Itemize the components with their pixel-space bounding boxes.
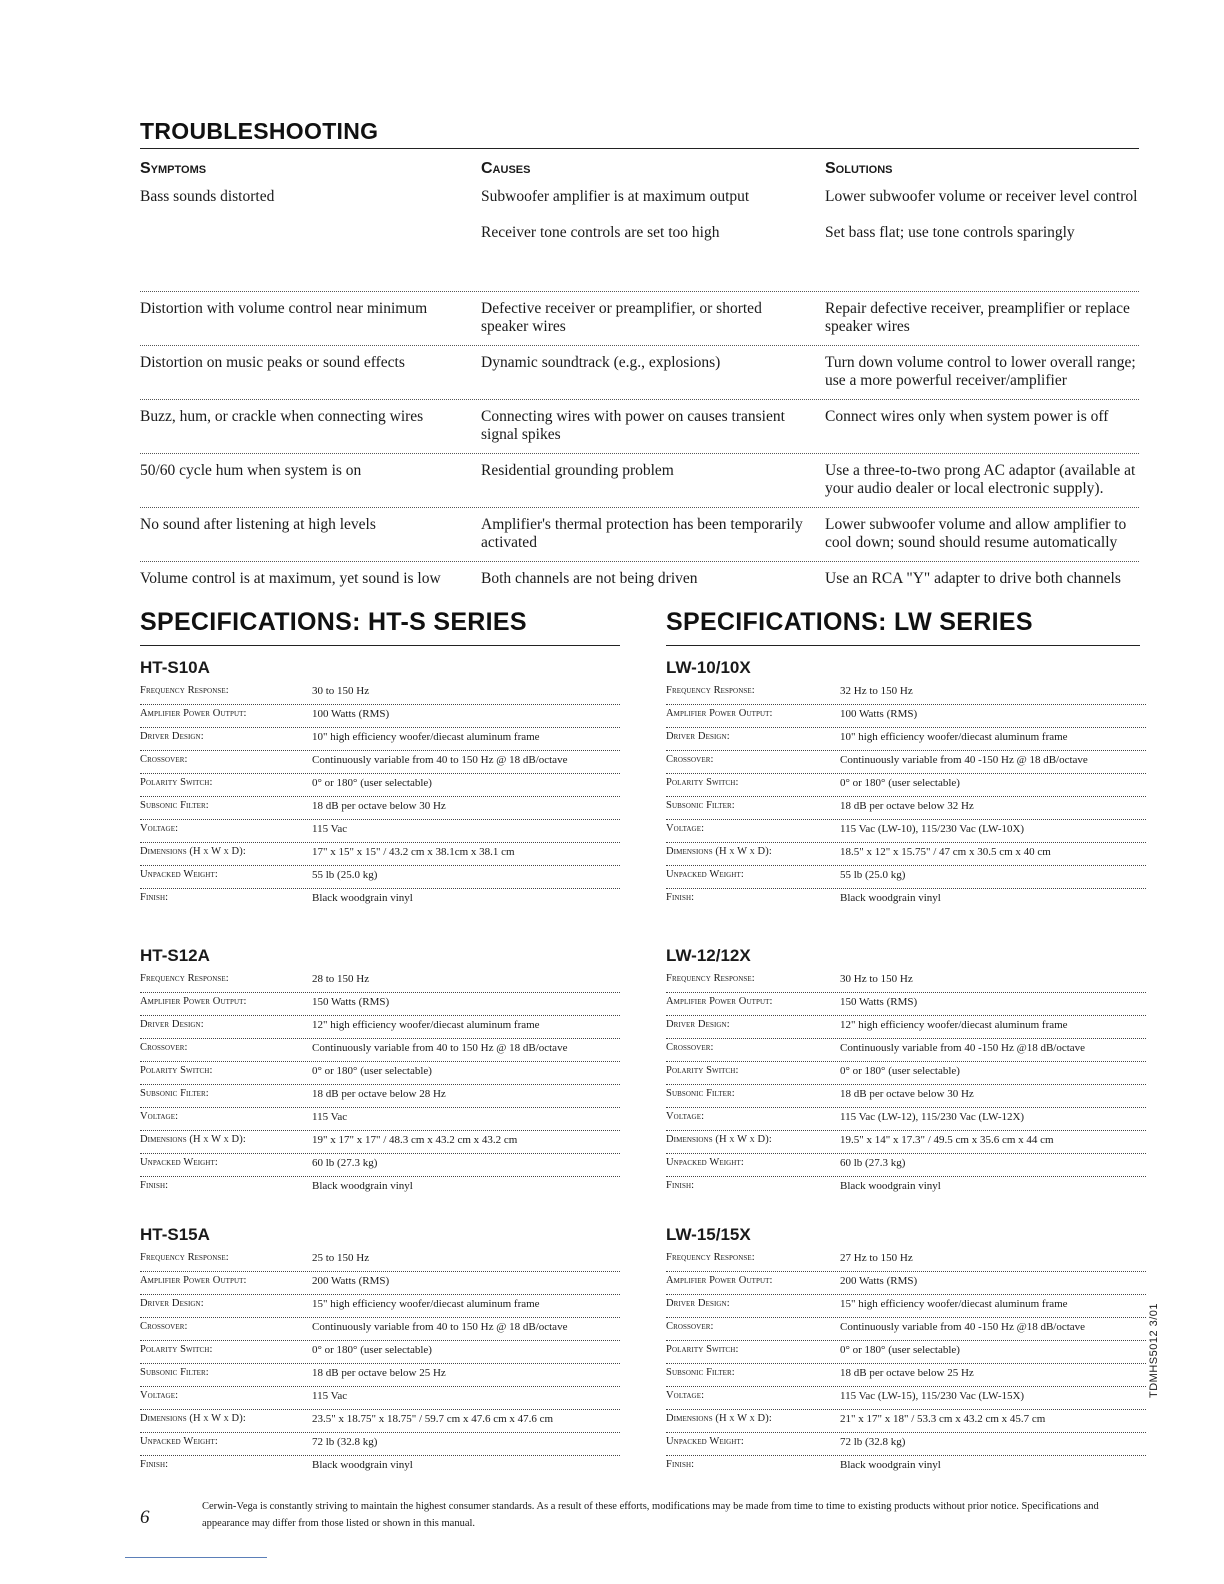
solution-cell: Set bass flat; use tone controls sparingly [825,224,1075,241]
spec-value: Continuously variable from 40 -150 Hz @18 dB/octave [840,1321,1086,1333]
spec-value: Continuously variable from 40 -150 Hz @18 dB/octave [840,1042,1086,1054]
spec-label: Unpacked Weight: [140,1157,218,1168]
spec-row-frequency [666,1249,1146,1272]
spec-label: Polarity Switch: [666,1344,739,1355]
spec-row-driver [666,1295,1146,1318]
spec-row-finish [140,889,620,912]
spec-row-voltage [666,820,1146,843]
solution-cell: Use an RCA "Y" adapter to drive both channels [825,570,1121,587]
spec-label: Voltage: [666,1111,705,1122]
spec-value: 32 Hz to 150 Hz [840,685,913,697]
spec-value: 115 Vac (LW-12), 115/230 Vac (LW-12X) [840,1111,1025,1123]
spec-value: 15" high efficiency woofer/diecast aluminum frame [312,1298,540,1310]
spec-row-voltage [140,1387,620,1410]
model-name: HT-S15A [140,1225,210,1244]
spec-row-driver [140,1016,620,1039]
solution-cell: Repair defective receiver, preamplifier or replace speaker wires [825,300,1130,335]
spec-label: Amplifier Power Output: [666,1275,773,1286]
symptom-cell: Distortion on music peaks or sound effects [140,354,405,371]
spec-value: Black woodgrain vinyl [312,1180,413,1192]
spec-value: 18 dB per octave below 30 Hz [312,800,446,812]
spec-label: Crossover: [666,754,714,765]
spec-value: 18 dB per octave below 32 Hz [840,800,974,812]
spec-row-weight [140,866,620,889]
spec-value: 30 to 150 Hz [312,685,370,697]
spec-label: Finish: [140,1180,169,1191]
symptom-cell: 50/60 cycle hum when system is on [140,462,362,479]
spec-label: Amplifier Power Output: [140,708,247,719]
spec-row-amplifier [666,1272,1146,1295]
spec-row-driver [666,728,1146,751]
page-number: 6 [140,1507,150,1528]
spec-row-polarity [666,774,1146,797]
spec-value: 25 to 150 Hz [312,1252,370,1264]
spec-row-weight [666,866,1146,889]
spec-row-weight [666,1433,1146,1456]
spec-label: Dimensions (H x W x D): [140,1413,246,1424]
spec-row-crossover [140,1039,620,1062]
spec-label: Unpacked Weight: [666,1157,744,1168]
solution-cell: Lower subwoofer volume and allow amplifier to cool down; sound should resume automatically [825,516,1127,551]
spec-row-dimensions [666,1131,1146,1154]
spec-row-polarity [140,1062,620,1085]
spec-value: 115 Vac [312,823,348,835]
spec-table [666,1249,1146,1479]
cause-cell: Subwoofer amplifier is at maximum output [481,188,750,205]
spec-value: Continuously variable from 40 -150 Hz @ 18 dB/octave [840,754,1088,766]
spec-row-finish [666,889,1146,912]
table-row [140,454,1139,508]
cause-cell: Amplifier's thermal protection has been temporarily activated [481,516,803,551]
spec-label: Subsonic Filter: [140,1088,209,1099]
spec-value: 0° or 180° (user selectable) [312,777,432,789]
spec-table [140,682,620,912]
spec-value: 0° or 180° (user selectable) [840,1065,960,1077]
spec-row-dimensions [140,1131,620,1154]
table-row [140,222,1139,292]
spec-value: Black woodgrain vinyl [312,1459,413,1471]
cause-cell: Dynamic soundtrack (e.g., explosions) [481,354,721,371]
model-name: HT-S10A [140,658,210,677]
spec-value: 60 lb (27.3 kg) [312,1157,378,1169]
spec-row-driver [140,728,620,751]
spec-value: 115 Vac [312,1111,348,1123]
spec-row-polarity [666,1341,1146,1364]
spec-row-driver [140,1295,620,1318]
spec-value: 19.5" x 14" x 17.3" / 49.5 cm x 35.6 cm x 44 cm [840,1134,1054,1146]
spec-label: Dimensions (H x W x D): [140,846,246,857]
spec-label: Subsonic Filter: [666,1367,735,1378]
spec-label: Polarity Switch: [140,1065,213,1076]
spec-label: Driver Design: [666,1019,730,1030]
spec-value: 55 lb (25.0 kg) [312,869,378,881]
spec-value: 0° or 180° (user selectable) [840,1344,960,1356]
spec-label: Finish: [666,892,695,903]
spec-label: Dimensions (H x W x D): [666,1134,772,1145]
troubleshooting-title: TROUBLESHOOTING [140,118,379,144]
spec-row-dimensions [140,1410,620,1433]
spec-label: Unpacked Weight: [140,869,218,880]
spec-label: Driver Design: [666,1298,730,1309]
spec-row-amplifier [140,1272,620,1295]
spec-value: 0° or 180° (user selectable) [312,1344,432,1356]
spec-value: 28 to 150 Hz [312,973,370,985]
spec-label: Driver Design: [140,1298,204,1309]
lw-specs-title: SPECIFICATIONS: LW SERIES [666,608,1033,636]
spec-label: Dimensions (H x W x D): [666,1413,772,1424]
spec-row-amplifier [140,993,620,1016]
spec-row-voltage [666,1387,1146,1410]
spec-row-frequency [666,682,1146,705]
spec-row-subsonic [666,797,1146,820]
causes-header: Causes [481,160,531,177]
spec-row-weight [140,1433,620,1456]
spec-label: Unpacked Weight: [666,869,744,880]
bottom-divider [125,1557,267,1558]
spec-label: Subsonic Filter: [666,800,735,811]
spec-row-finish [666,1177,1146,1200]
symptom-cell: No sound after listening at high levels [140,516,376,533]
spec-value: Black woodgrain vinyl [312,892,413,904]
spec-label: Crossover: [140,754,188,765]
spec-row-finish [666,1456,1146,1479]
spec-value: 100 Watts (RMS) [312,708,390,720]
spec-value: 15" high efficiency woofer/diecast aluminum frame [840,1298,1068,1310]
spec-value: Continuously variable from 40 to 150 Hz @ 18 dB/octave [312,1321,568,1333]
spec-value: 0° or 180° (user selectable) [312,1065,432,1077]
spec-label: Polarity Switch: [666,777,739,788]
spec-row-voltage [666,1108,1146,1131]
spec-value: 19" x 17" x 17" / 48.3 cm x 43.2 cm x 43.2 cm [312,1134,518,1146]
spec-label: Voltage: [140,1390,179,1401]
spec-row-weight [666,1154,1146,1177]
spec-row-crossover [666,751,1146,774]
symptom-cell: Buzz, hum, or crackle when connecting wires [140,408,424,425]
table-row [140,400,1139,454]
spec-value: 0° or 180° (user selectable) [840,777,960,789]
spec-value: 30 Hz to 150 Hz [840,973,913,985]
spec-value: 23.5" x 18.75" x 18.75" / 59.7 cm x 47.6 cm x 47.6 cm [312,1413,554,1425]
spec-label: Crossover: [666,1321,714,1332]
table-row [140,292,1139,346]
spec-value: 115 Vac [312,1390,348,1402]
solution-cell: Use a three-to-two prong AC adaptor (available at your audio dealer or local electronic supply). [825,462,1136,497]
spec-value: Black woodgrain vinyl [840,1459,941,1471]
spec-value: 72 lb (32.8 kg) [840,1436,906,1448]
symptom-cell: Volume control is at maximum, yet sound is low [140,570,441,587]
spec-label: Frequency Response: [666,1252,755,1263]
spec-row-frequency [140,1249,620,1272]
solutions-header: Solutions [825,160,893,177]
spec-value: 18.5" x 12" x 15.75" / 47 cm x 30.5 cm x 40 cm [840,846,1051,858]
spec-value: Continuously variable from 40 to 150 Hz @ 18 dB/octave [312,1042,568,1054]
spec-row-subsonic [140,797,620,820]
spec-row-crossover [140,1318,620,1341]
cause-cell: Receiver tone controls are set too high [481,224,720,241]
hts-specs-title: SPECIFICATIONS: HT-S SERIES [140,608,527,636]
troubleshooting-table [140,186,1139,598]
table-row [140,346,1139,400]
spec-label: Polarity Switch: [140,777,213,788]
spec-label: Voltage: [140,1111,179,1122]
spec-label: Driver Design: [140,731,204,742]
spec-label: Amplifier Power Output: [140,996,247,1007]
spec-label: Frequency Response: [666,973,755,984]
spec-value: 12" high efficiency woofer/diecast aluminum frame [840,1019,1068,1031]
spec-row-weight [140,1154,620,1177]
solution-cell: Turn down volume control to lower overall range; use a more powerful receiver/amplifier [825,354,1136,389]
troubleshooting-rule [140,148,1139,149]
spec-value: 10" high efficiency woofer/diecast aluminum frame [312,731,540,743]
spec-row-voltage [140,1108,620,1131]
model-name: LW-10/10X [666,658,751,677]
spec-value: 150 Watts (RMS) [840,996,918,1008]
spec-row-polarity [140,1341,620,1364]
lw-specs-rule [666,645,1140,646]
spec-value: 200 Watts (RMS) [312,1275,390,1287]
spec-label: Driver Design: [140,1019,204,1030]
spec-value: 100 Watts (RMS) [840,708,918,720]
cause-cell: Both channels are not being driven [481,570,698,587]
footer-note: Cerwin-Vega is constantly striving to maintain the highest consumer standards. As a result of these efforts, modifications may be made from time to time to existing products without prior notice. Specifications and appearance may differ from those listed or shown in this manual. [202,1501,1099,1529]
spec-label: Frequency Response: [140,685,229,696]
document-code: TDMHS5012 3/01 [1148,1302,1160,1398]
spec-value: 27 Hz to 150 Hz [840,1252,913,1264]
spec-table [140,1249,620,1479]
spec-row-dimensions [140,843,620,866]
spec-value: 115 Vac (LW-10), 115/230 Vac (LW-10X) [840,823,1025,835]
spec-row-dimensions [666,1410,1146,1433]
spec-label: Unpacked Weight: [140,1436,218,1447]
spec-table [666,682,1146,912]
spec-value: 72 lb (32.8 kg) [312,1436,378,1448]
spec-label: Driver Design: [666,731,730,742]
spec-value: Continuously variable from 40 to 150 Hz @ 18 dB/octave [312,754,568,766]
cause-cell: Defective receiver or preamplifier, or shorted speaker wires [481,300,762,335]
spec-label: Unpacked Weight: [666,1436,744,1447]
spec-value: 200 Watts (RMS) [840,1275,918,1287]
spec-row-amplifier [666,993,1146,1016]
spec-value: 55 lb (25.0 kg) [840,869,906,881]
spec-label: Crossover: [140,1321,188,1332]
spec-label: Amplifier Power Output: [140,1275,247,1286]
table-row [140,562,1139,598]
spec-label: Frequency Response: [140,1252,229,1263]
spec-label: Finish: [666,1180,695,1191]
spec-label: Crossover: [666,1042,714,1053]
spec-label: Polarity Switch: [140,1344,213,1355]
spec-row-polarity [666,1062,1146,1085]
spec-row-subsonic [140,1364,620,1387]
symptom-cell: Bass sounds distorted [140,188,275,205]
cause-cell: Residential grounding problem [481,462,674,479]
spec-row-subsonic [140,1085,620,1108]
spec-row-amplifier [140,705,620,728]
spec-label: Crossover: [140,1042,188,1053]
solution-cell: Connect wires only when system power is off [825,408,1109,425]
model-name: LW-15/15X [666,1225,751,1244]
spec-value: Black woodgrain vinyl [840,1180,941,1192]
spec-row-crossover [666,1318,1146,1341]
spec-table [666,970,1146,1200]
spec-row-finish [140,1177,620,1200]
spec-value: 18 dB per octave below 28 Hz [312,1088,446,1100]
model-name: LW-12/12X [666,946,751,965]
spec-label: Dimensions (H x W x D): [140,1134,246,1145]
spec-label: Finish: [140,892,169,903]
spec-label: Subsonic Filter: [666,1088,735,1099]
cause-cell: Connecting wires with power on causes transient signal spikes [481,408,785,443]
spec-label: Amplifier Power Output: [666,708,773,719]
spec-value: 10" high efficiency woofer/diecast aluminum frame [840,731,1068,743]
spec-value: 12" high efficiency woofer/diecast aluminum frame [312,1019,540,1031]
spec-row-polarity [140,774,620,797]
spec-row-frequency [140,682,620,705]
spec-row-crossover [666,1039,1146,1062]
spec-label: Voltage: [666,1390,705,1401]
spec-value: 18 dB per octave below 25 Hz [312,1367,446,1379]
spec-value: 21" x 17" x 18" / 53.3 cm x 43.2 cm x 45.7 cm [840,1413,1046,1425]
spec-label: Finish: [140,1459,169,1470]
spec-value: 150 Watts (RMS) [312,996,390,1008]
spec-value: 18 dB per octave below 30 Hz [840,1088,974,1100]
spec-row-subsonic [666,1085,1146,1108]
spec-label: Frequency Response: [140,973,229,984]
spec-row-voltage [140,820,620,843]
spec-label: Frequency Response: [666,685,755,696]
solution-cell: Lower subwoofer volume or receiver level control [825,188,1138,205]
spec-label: Subsonic Filter: [140,1367,209,1378]
spec-row-driver [666,1016,1146,1039]
spec-label: Voltage: [666,823,705,834]
spec-label: Voltage: [140,823,179,834]
spec-row-finish [140,1456,620,1479]
spec-label: Finish: [666,1459,695,1470]
hts-specs-rule [140,645,620,646]
spec-row-crossover [140,751,620,774]
spec-value: 115 Vac (LW-15), 115/230 Vac (LW-15X) [840,1390,1025,1402]
spec-value: Black woodgrain vinyl [840,892,941,904]
spec-value: 17" x 15" x 15" / 43.2 cm x 38.1cm x 38.1 cm [312,846,515,858]
spec-row-subsonic [666,1364,1146,1387]
symptoms-header: Symptoms [140,160,207,177]
table-row [140,508,1139,562]
spec-label: Subsonic Filter: [140,800,209,811]
spec-label: Polarity Switch: [666,1065,739,1076]
spec-value: 18 dB per octave below 25 Hz [840,1367,974,1379]
spec-row-dimensions [666,843,1146,866]
spec-value: 60 lb (27.3 kg) [840,1157,906,1169]
table-row [140,186,1139,222]
symptom-cell: Distortion with volume control near minimum [140,300,428,317]
spec-row-frequency [140,970,620,993]
spec-table [140,970,620,1200]
spec-row-frequency [666,970,1146,993]
spec-row-amplifier [666,705,1146,728]
spec-label: Amplifier Power Output: [666,996,773,1007]
spec-label: Dimensions (H x W x D): [666,846,772,857]
model-name: HT-S12A [140,946,210,965]
